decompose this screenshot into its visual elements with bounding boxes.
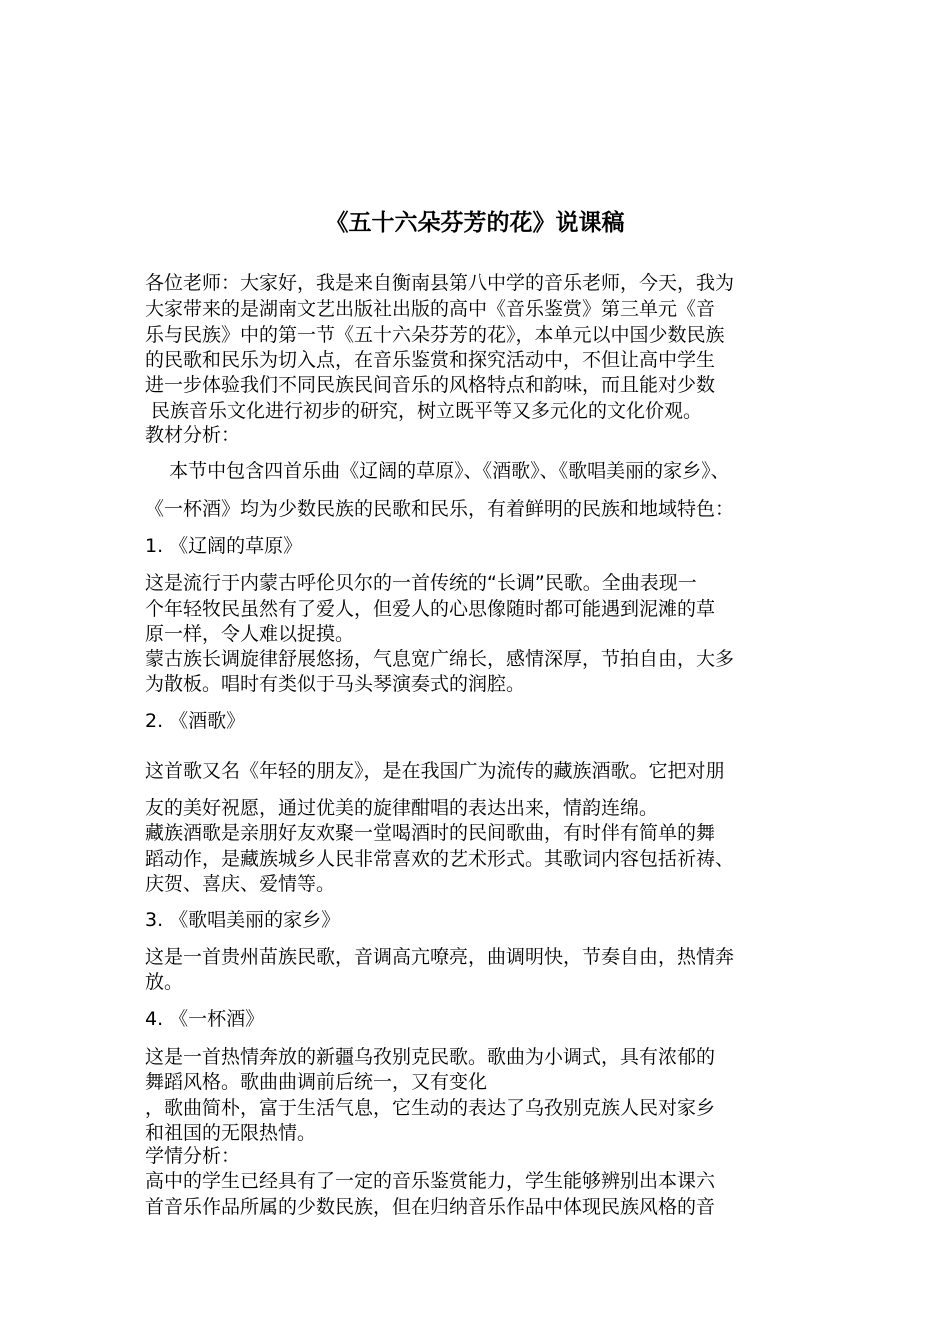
text-line: 蒙古族长调旋律舒展悠扬，气息宽广绵长，感情深厚，节拍自由，大多: [145, 648, 735, 670]
list-item-heading: 1. 《辽阔的草原》: [145, 535, 303, 557]
text-line: 首音乐作品所属的少数民族，但在归纳音乐作品中体现民族风格的音: [145, 1196, 716, 1218]
text-line: 《一杯酒》均为少数民族的民歌和民乐，有着鲜明的民族和地域特色：: [145, 498, 735, 520]
text-line: 原一样，令人难以捉摸。: [145, 623, 355, 645]
text-line: 庆贺、喜庆、爱情等。: [145, 873, 336, 895]
text-line: 进一步体验我们不同民族民间音乐的风格特点和韵味，而且能对少数: [145, 374, 716, 396]
text-line: 大家带来的是湖南文艺出版社出版的高中《音乐鉴赏》第三单元《音: [145, 298, 716, 320]
text-line: 舞蹈风格。歌曲曲调前后统一，又有变化: [145, 1071, 488, 1093]
text-line: 各位老师：大家好，我是来自衡南县第八中学的音乐老师，今天，我为: [145, 272, 735, 294]
list-item-heading: 2. 《酒歌》: [145, 710, 246, 732]
text-line: 个年轻牧民虽然有了爱人，但爱人的心思像随时都可能遇到泥滩的草: [145, 598, 716, 620]
text-line: 本节中包含四首乐曲《辽阔的草原》、《酒歌》、《歌唱美丽的家乡》、: [145, 460, 730, 482]
list-item-heading: 4. 《一杯酒》: [145, 1008, 265, 1030]
text-line: 高中的学生已经具有了一定的音乐鉴赏能力，学生能够辨别出本课六: [145, 1170, 716, 1192]
text-line: 蹈动作，是藏族城乡人民非常喜欢的艺术形式。其歌词内容包括祈祷、: [145, 848, 735, 870]
text-line: ，歌曲简朴，富于生活气息，它生动的表达了乌孜别克族人民对家乡: [145, 1097, 716, 1119]
text-line: 乐与民族》中的第一节《五十六朵芬芳的花》，本单元以中国少数民族: [145, 324, 725, 346]
section-heading: 学情分析：: [145, 1145, 241, 1167]
text-line: 这是流行于内蒙古呼伦贝尔的一首传统的“长调”民歌。全曲表现一: [145, 572, 697, 594]
text-line: 放。: [145, 971, 184, 993]
document-title: 《五十六朵芬芳的花》说课稿: [325, 210, 625, 236]
text-line: 友的美好祝愿，通过优美的旋律酣唱的表达出来，情韵连绵。: [145, 797, 659, 819]
text-line: 民族音乐文化进行初步的研究，树立既平等又多元化的文化价观。: [145, 400, 703, 422]
text-line: 为散板。唱时有类似于马头琴演奏式的润腔。: [145, 673, 526, 695]
text-line: 和祖国的无限热情。: [145, 1122, 317, 1144]
list-item-heading: 3. 《歌唱美丽的家乡》: [145, 909, 341, 931]
section-heading: 教材分析：: [145, 424, 241, 446]
text-line: 的民歌和民乐为切入点，在音乐鉴赏和探究活动中，不但让高中学生: [145, 349, 716, 371]
text-line: 这首歌又名《年轻的朋友》，是在我国广为流传的藏族酒歌。它把对朋: [145, 760, 725, 782]
text-line: 这是一首热情奔放的新疆乌孜别克民歌。歌曲为小调式，具有浓郁的: [145, 1046, 716, 1068]
text-line: 这是一首贵州苗族民歌，音调高亢嘹亮，曲调明快，节奏自由，热情奔: [145, 946, 735, 968]
text-line: 藏族酒歌是亲朋好友欢聚一堂喝酒时的民间歌曲，有时伴有简单的舞: [145, 822, 716, 844]
